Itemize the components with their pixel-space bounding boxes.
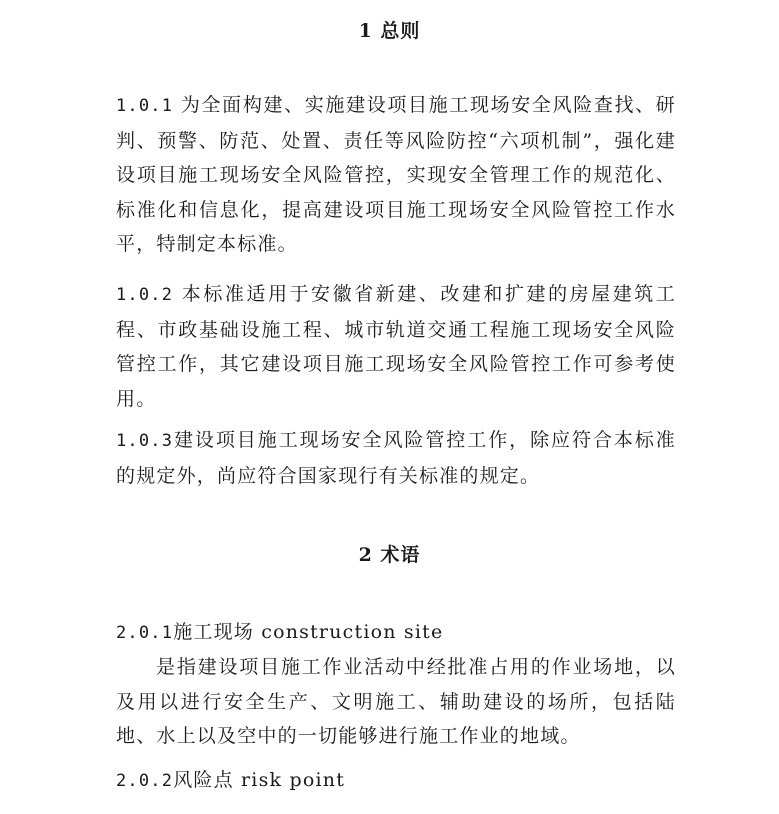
chapter-2-title: 2 术语 <box>358 544 421 566</box>
clause-1-0-1 <box>116 88 676 262</box>
term-name: 风险点 risk point <box>173 769 346 791</box>
clause-text: 为全面构建、实施建设项目施工现场安全风险查找、研判、预警、防范、处置、责任等风险防控“六项机制”，强化建设项目施工现场安全风险管控，实现安全管理工作的规范化、标准化和信息化，提高建设项目施工现场安全风险管控工作水平，特制定本标准。 <box>116 94 676 256</box>
clause-number: 1.0.2 <box>116 285 174 305</box>
clause-text: 本标准适用于安徽省新建、改建和扩建的房屋建筑工程、市政基础设施工程、城市轨道交通工程施工现场安全风险管控工作，其它建设项目施工现场安全风险管控工作可参考使用。 <box>116 283 676 410</box>
clause-text: 建设项目施工现场安全风险管控工作，除应符合本标准的规定外，尚应符合国家现行有关标准的规定。 <box>116 429 676 487</box>
clause-number: 1.0.1 <box>116 96 174 116</box>
clause-1-0-2 <box>116 277 676 416</box>
term-number: 2.0.2 <box>116 771 174 791</box>
term-definition: 是指建设项目施工作业活动中经批准占用的作业场地，以及用以进行安全生产、文明施工、辅助建设的场所，包括陆地、水上以及空中的一切能够进行施工作业的地域。 <box>116 656 676 748</box>
clause-number: 1.0.3 <box>116 431 174 451</box>
term-name: 施工现场 construction site <box>173 621 444 643</box>
term-number: 2.0.1 <box>116 623 174 643</box>
term-2-0-1 <box>116 617 443 644</box>
term-2-0-2 <box>116 765 345 792</box>
chapter-1-title: 1 总则 <box>358 20 421 42</box>
clause-1-0-3 <box>116 423 676 493</box>
